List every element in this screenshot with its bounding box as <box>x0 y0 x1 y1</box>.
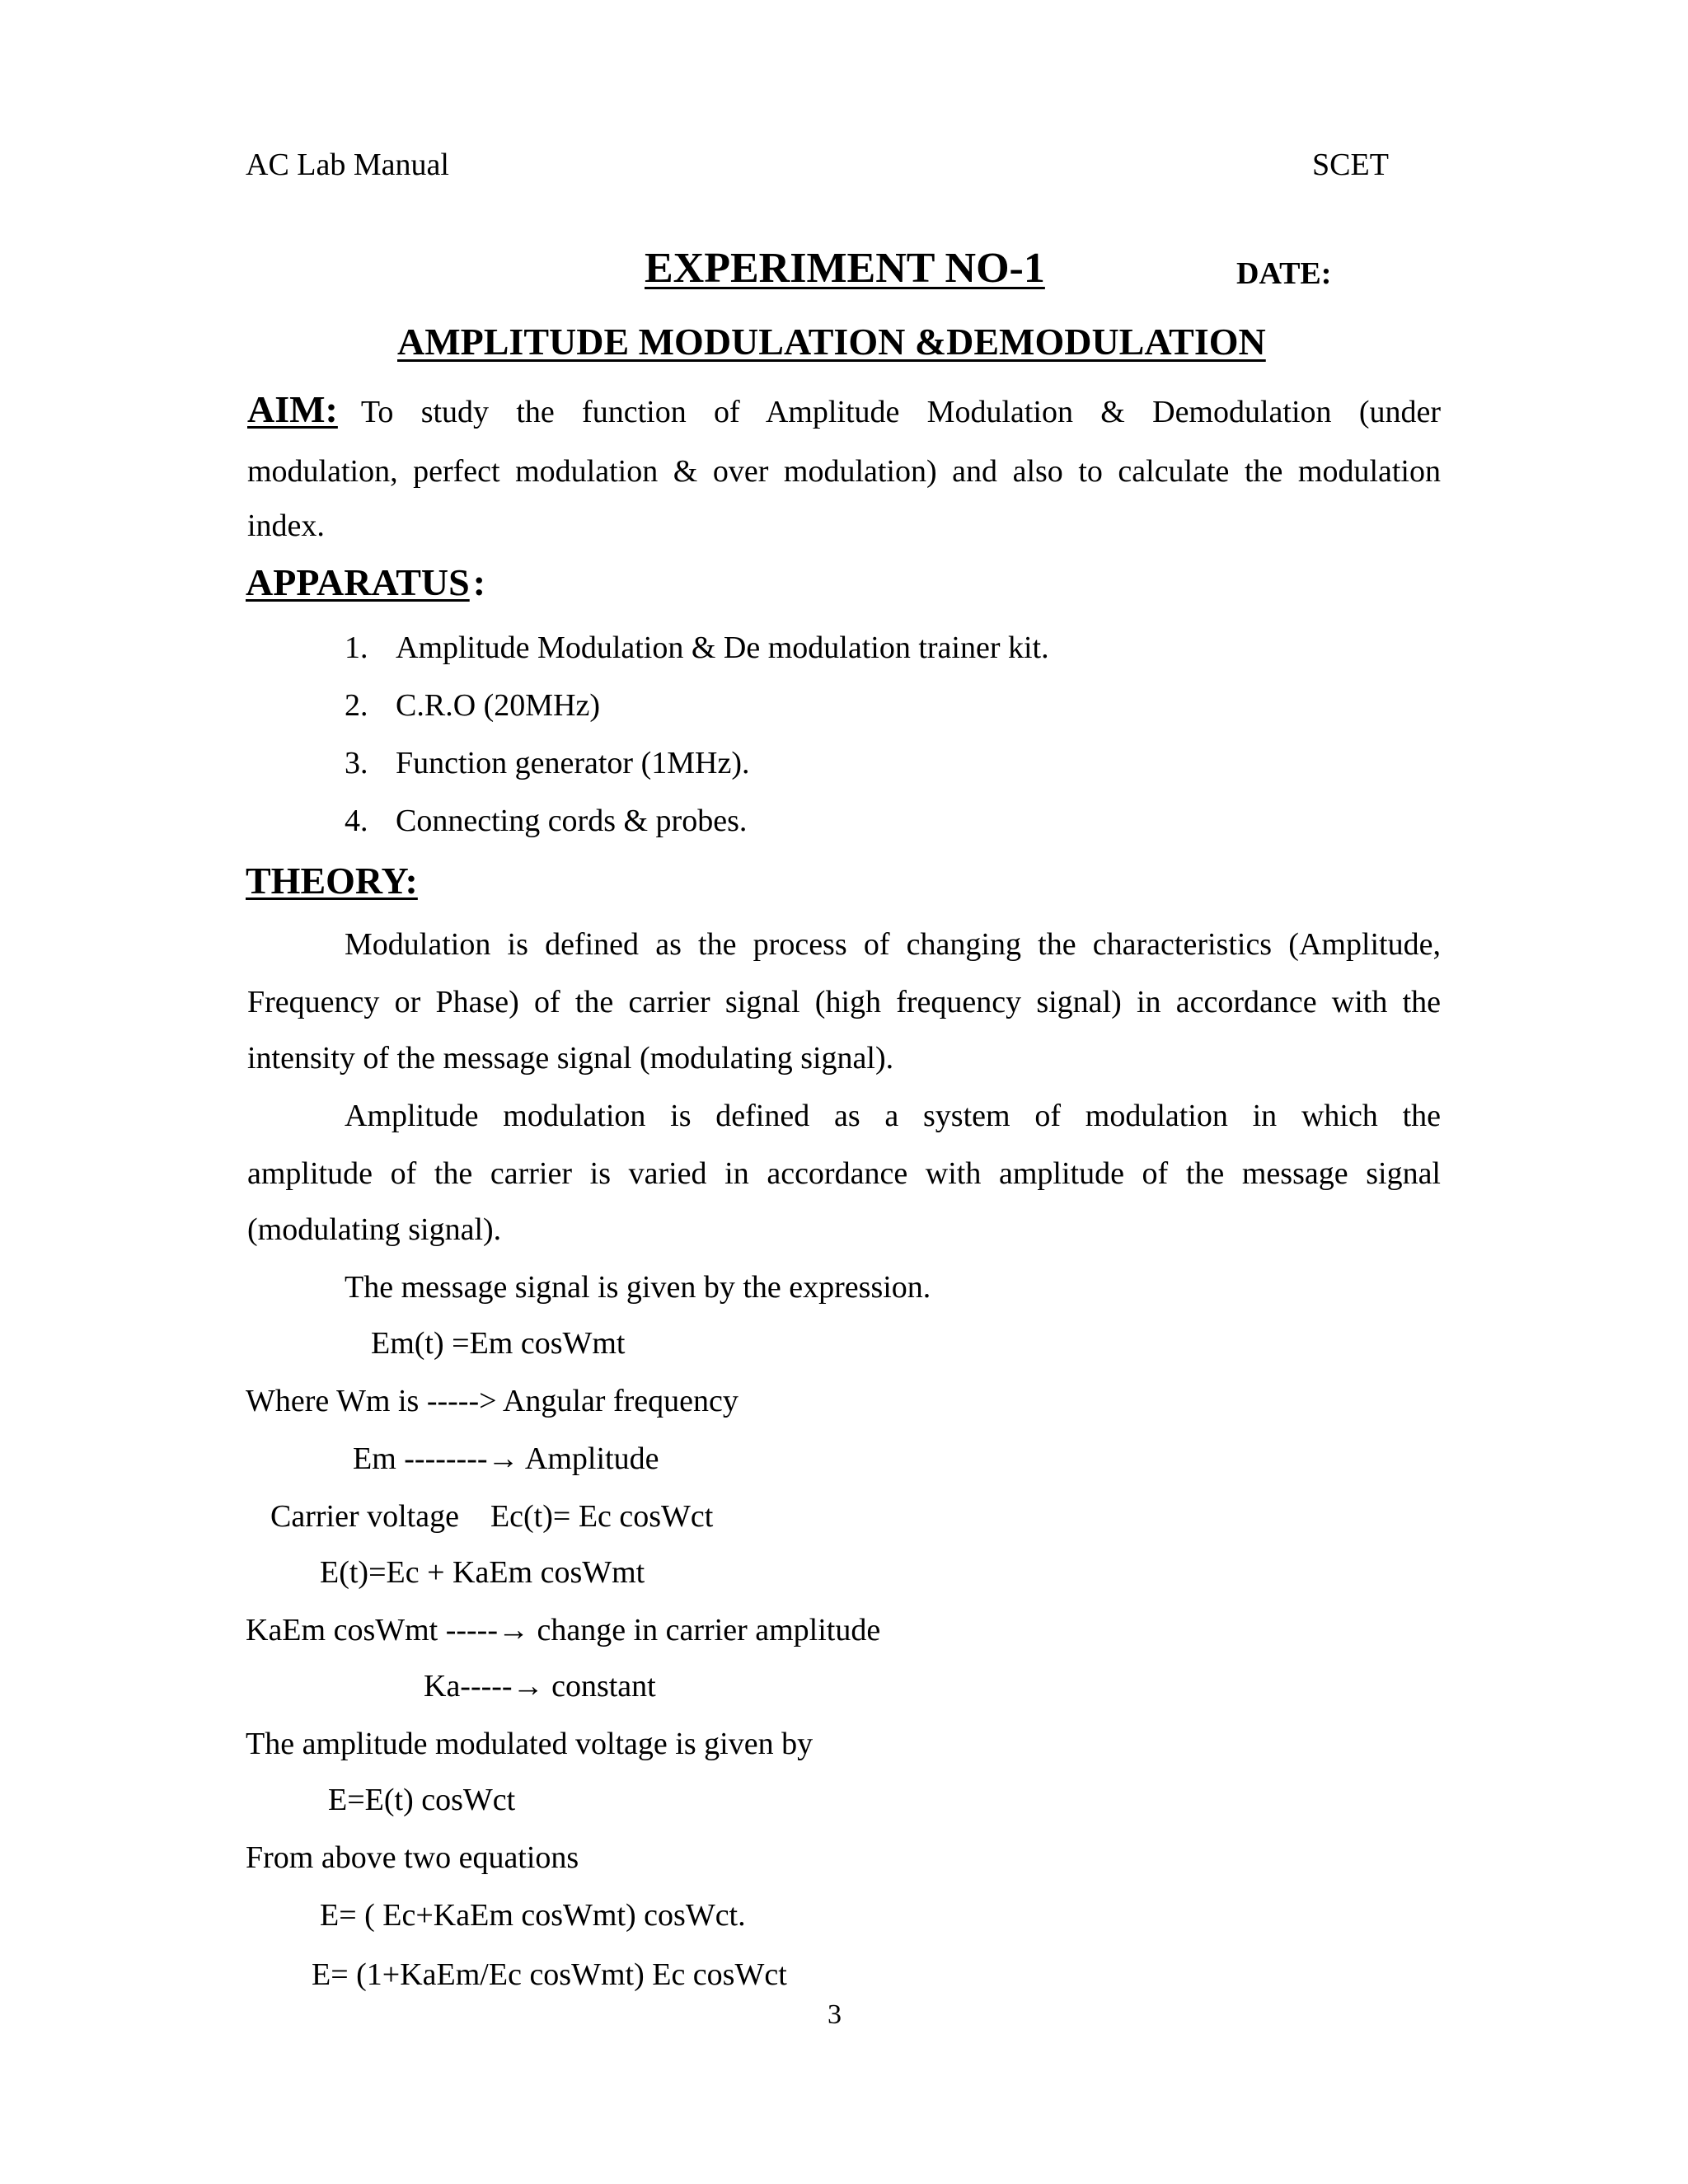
list-number: 1. <box>345 630 368 665</box>
theory-para1-line-1: Modulation is defined as the process of changing the characteristics (Amplitude, <box>345 927 1441 962</box>
aim-line-2: modulation, perfect modulation & over modulation) and also to calculate the modulation <box>247 454 1441 489</box>
experiment-subtitle: AMPLITUDE MODULATION &DEMODULATION <box>397 321 1266 363</box>
apparatus-heading: APPARATUS <box>246 561 470 603</box>
theory-line: The amplitude modulated voltage is given by <box>246 1727 814 1761</box>
equation-line: Em(t) =Em cosWmt <box>371 1326 626 1361</box>
equation-line: Carrier voltage Ec(t)= Ec cosWct <box>270 1499 714 1534</box>
header-right: SCET <box>1312 148 1389 182</box>
page-number: 3 <box>828 1999 842 2030</box>
apparatus-heading-row <box>246 560 485 604</box>
list-text: Function generator (1MHz). <box>396 746 750 780</box>
list-number: 3. <box>345 746 368 780</box>
theory-line: Where Wm is -----> Angular frequency <box>246 1384 738 1418</box>
equation-line: E=E(t) cosWct <box>328 1783 516 1817</box>
aim-line-3: index. <box>247 509 325 543</box>
date-label: DATE: <box>1236 256 1332 291</box>
theory-line: Em --------→ Amplitude <box>353 1441 659 1476</box>
list-text: Amplitude Modulation & De modulation trainer kit. <box>396 630 1049 665</box>
aim-first-line <box>247 387 1441 431</box>
apparatus-colon: : <box>472 561 486 603</box>
theory-heading: THEORY: <box>246 860 418 902</box>
theory-line: The message signal is given by the expression. <box>345 1270 931 1305</box>
experiment-title: EXPERIMENT NO-1 <box>645 245 1045 292</box>
theory-line: From above two equations <box>246 1840 579 1875</box>
equation-line: E(t)=Ec + KaEm cosWmt <box>320 1555 645 1590</box>
theory-para1-line-2: Frequency or Phase) of the carrier signal (high frequency signal) in accordance with the <box>247 985 1441 1019</box>
theory-para2-line-1: Amplitude modulation is defined as a system of modulation in which the <box>345 1099 1441 1133</box>
list-text: Connecting cords & probes. <box>396 804 748 838</box>
list-number: 4. <box>345 804 368 838</box>
equation-line: E= ( Ec+KaEm cosWmt) cosWct. <box>320 1898 746 1933</box>
theory-line: Ka-----→ constant <box>424 1669 656 1704</box>
theory-para2-line-2: amplitude of the carrier is varied in accordance with amplitude of the message signal <box>247 1156 1441 1191</box>
list-text: C.R.O (20MHz) <box>396 688 601 723</box>
equation-line: E= (1+KaEm/Ec cosWmt) Ec cosWct <box>312 1957 787 1992</box>
theory-para1-line-3: intensity of the message signal (modulating signal). <box>247 1041 894 1076</box>
theory-line: KaEm cosWmt -----→ change in carrier amplitude <box>246 1613 881 1647</box>
theory-para2-line-3: (modulating signal). <box>247 1212 502 1247</box>
aim-line-1: To study the function of Amplitude Modulation & Demodulation (under <box>360 395 1441 429</box>
header-left: AC Lab Manual <box>246 148 449 182</box>
aim-heading: AIM: <box>247 388 338 430</box>
list-number: 2. <box>345 688 368 723</box>
